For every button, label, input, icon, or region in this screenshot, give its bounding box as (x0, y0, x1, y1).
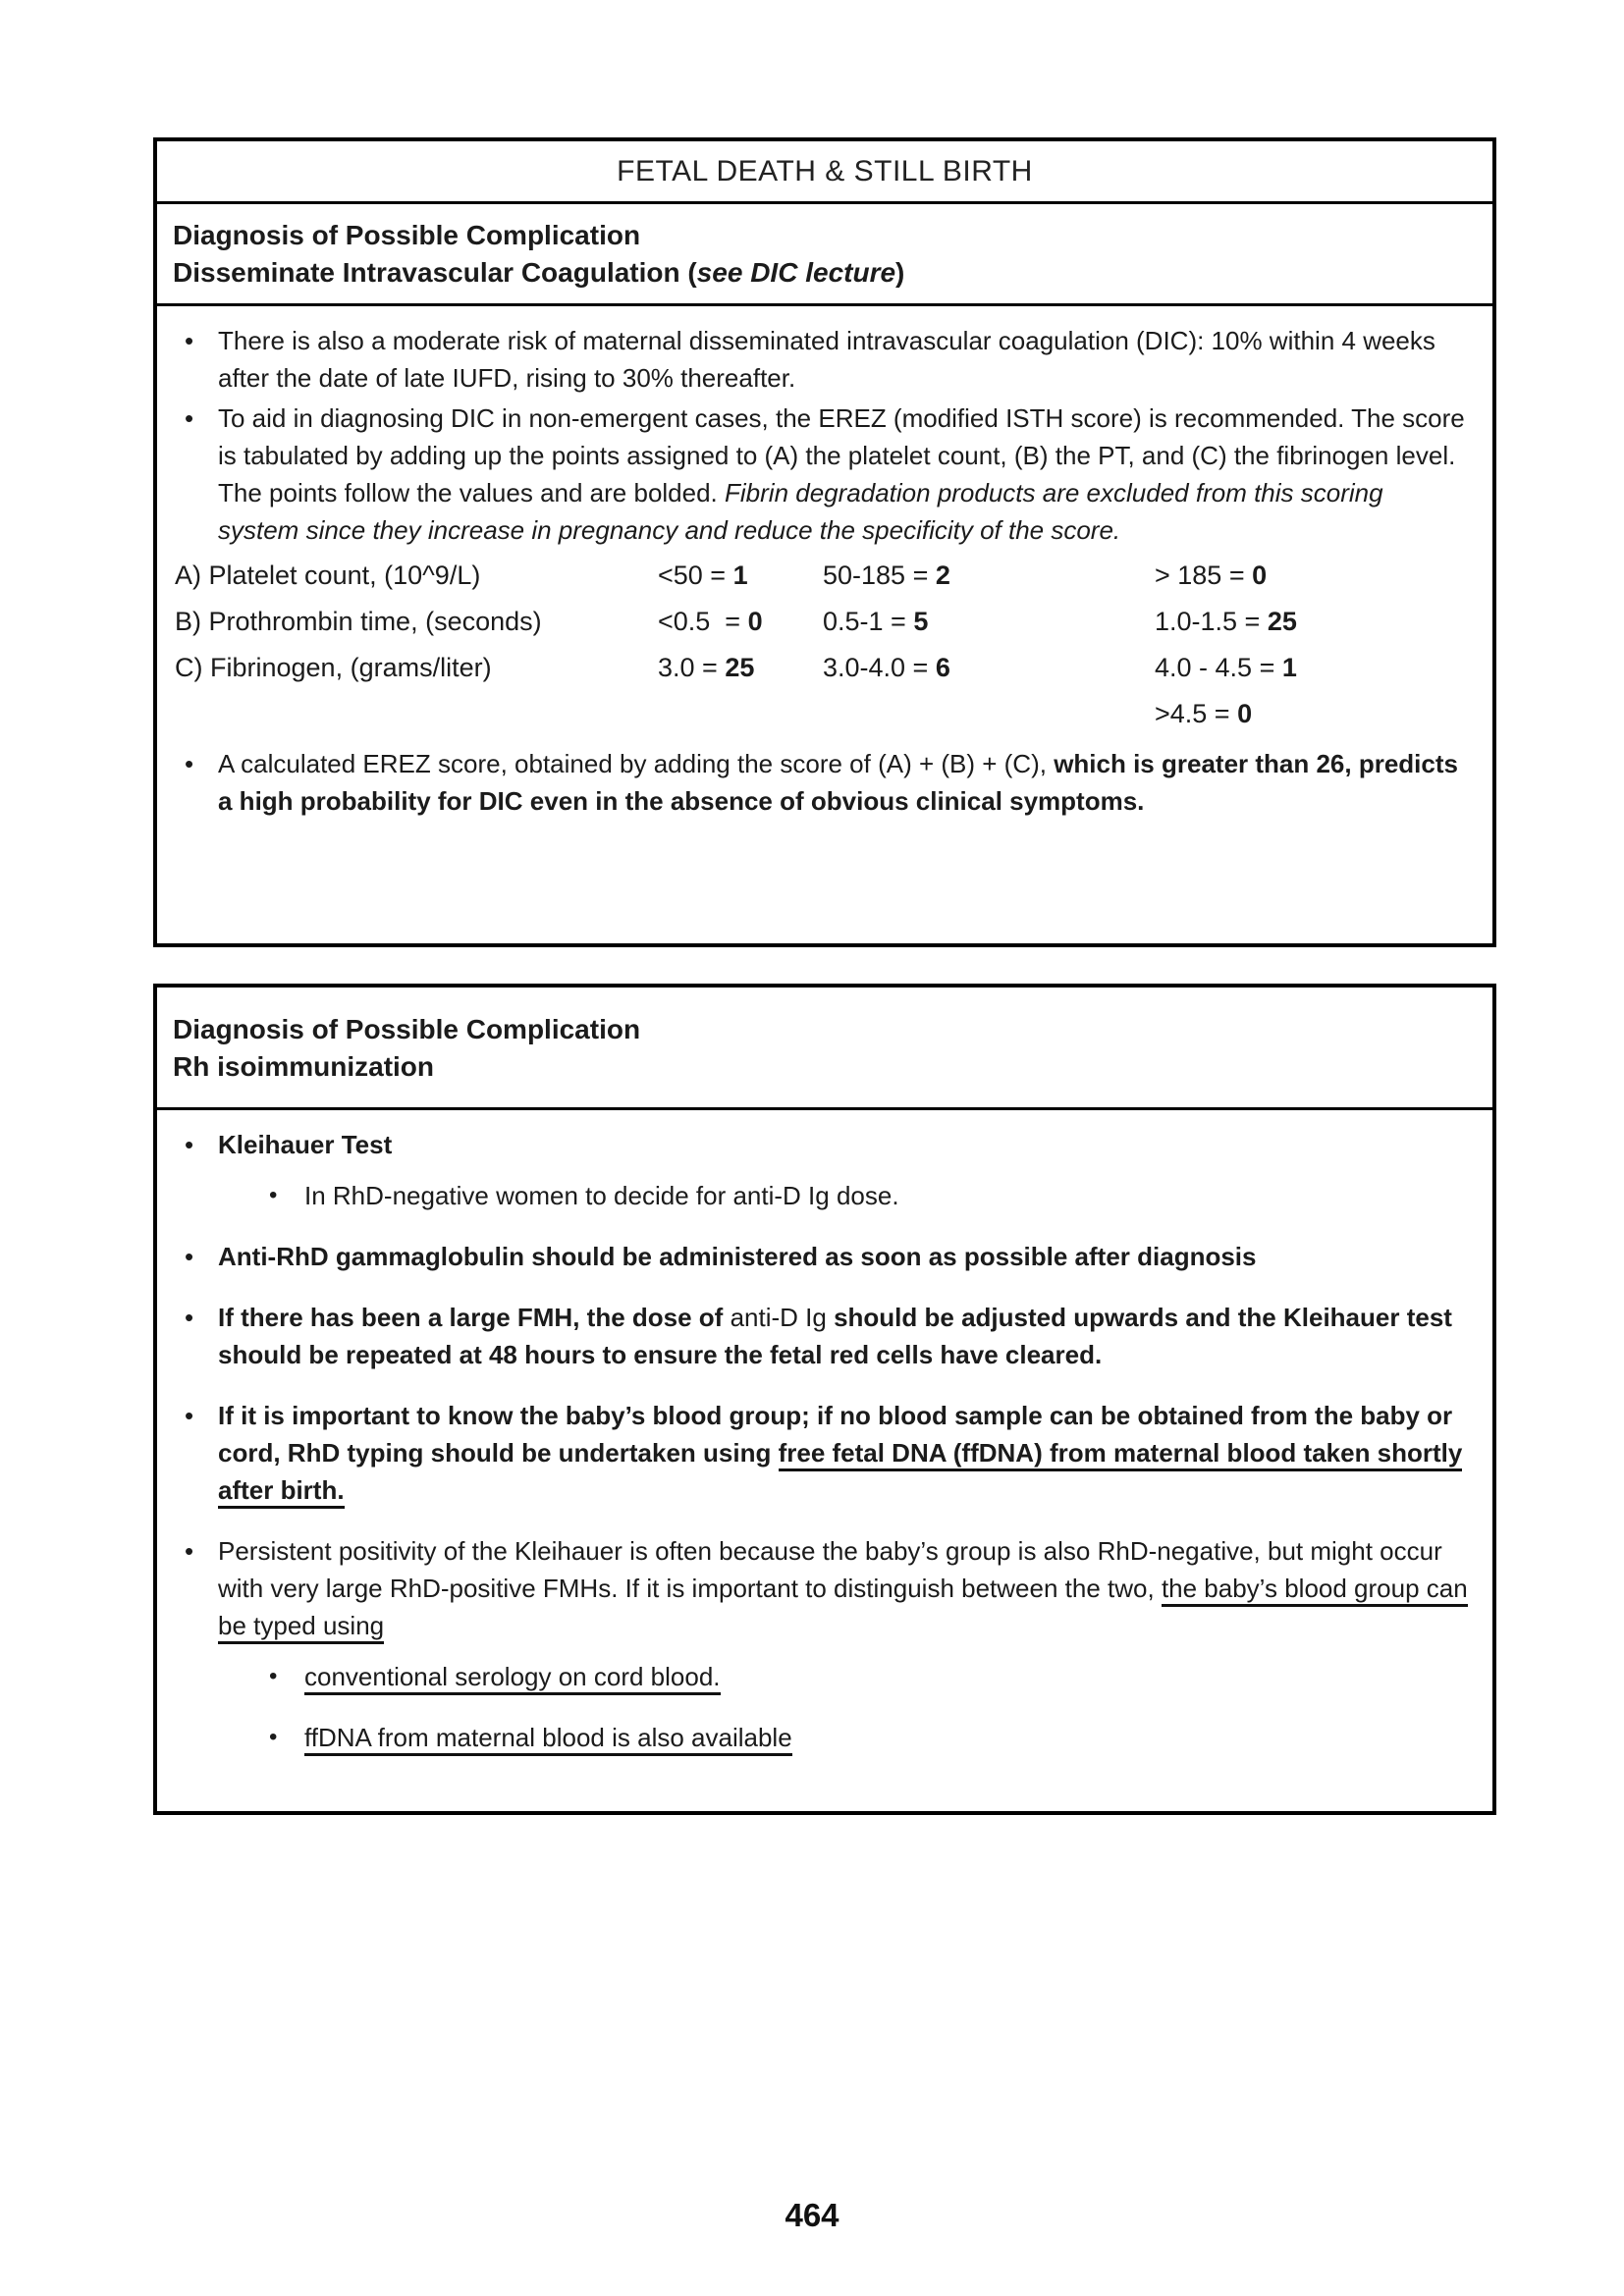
section-header-line2: Disseminate Intravascular Coagulation (see DIC lecture) (173, 257, 905, 288)
list-item: • There is also a moderate risk of maternal disseminated intravascular coagulation (DIC): 10% within 4 weeks after the date of late IUFD, rising to 30% thereafter. (171, 322, 1469, 397)
table-cell: 3.0-4.0 = 6 (823, 653, 950, 682)
table-cell: 3.0 = 25 (658, 653, 755, 682)
list-item: • If it is important to know the baby’s blood group; if no blood sample can be obtained from the baby or cord, RhD typing should be undertaken using free fetal DNA (ffDNA) from maternal blood taken shortly after birth. (171, 1397, 1469, 1509)
table-row-label: B) Prothrombin time, (seconds) (175, 607, 542, 636)
section-header-line1: Diagnosis of Possible Complication (173, 1014, 641, 1044)
section-header-rh (157, 988, 1492, 1110)
section-box-dic (153, 137, 1496, 947)
see-dic-lecture-reference: see DIC lecture (696, 257, 896, 288)
list-item-sub: • In RhD-negative women to decide for anti-D Ig dose. (171, 1177, 1469, 1214)
table-row-label: C) Fibrinogen, (grams/liter) (175, 653, 492, 682)
table-row-label (175, 691, 658, 737)
list-item: • Persistent positivity of the Kleihauer is often because the baby’s group is also RhD-negative, but might occur with very large RhD-positive FMHs. If it is important to distinguish between the two, the baby’s blood group can be typed using (171, 1532, 1469, 1644)
section-header-line1: Diagnosis of Possible Complication (173, 220, 641, 250)
page-number: 464 (785, 2197, 839, 2233)
section-box-rh (153, 984, 1496, 1815)
table-cell (658, 691, 823, 737)
list-item: • To aid in diagnosing DIC in non-emergent cases, the EREZ (modified ISTH score) is recommended. The score is tabulated by adding up the points assigned to (A) the platelet count, (B) the PT, and (C) the fibrinogen level. The points follow the values and are bolded. Fibrin degradation products are excluded from this scoring system since they increase in pregnancy and reduce the specificity of the score. (171, 400, 1469, 549)
list-item: • If there has been a large FMH, the dose of anti-D Ig should be adjusted upwards and the Kleihauer test should be repeated at 48 hours to ensure the fetal red cells have cleared. (171, 1299, 1469, 1373)
table-cell: <0.5 = 0 (658, 607, 763, 636)
list-item: • Anti-RhD gammaglobulin should be administered as soon as possible after diagnosis (171, 1238, 1469, 1275)
table-cell: 0.5-1 = 5 (823, 607, 929, 636)
section-body-dic (157, 306, 1492, 820)
section-header-line2: Rh isoimmunization (173, 1051, 434, 1082)
section-body-rh (157, 1110, 1492, 1756)
list-item-sub: • ffDNA from maternal blood is also available (171, 1719, 1469, 1756)
underlined-phrase-ffdna: free fetal DNA (ffDNA) from maternal blood taken shortly after birth. (218, 1438, 1462, 1509)
list-item-sub: • conventional serology on cord blood. (171, 1658, 1469, 1695)
underlined-phrase-blood-group-typing: the baby’s blood group can be typed using (218, 1574, 1468, 1644)
list-item: • A calculated EREZ score, obtained by adding the score of (A) + (B) + (C), which is greater than 26, predicts a high probability for DIC even in the absence of obvious clinical symptoms. (171, 745, 1469, 820)
table-cell: 4.0 - 4.5 = 1 (1155, 653, 1297, 682)
erez-score-table (175, 553, 1469, 737)
table-cell: > 185 = 0 (1155, 561, 1268, 590)
page-title: FETAL DEATH & STILL BIRTH (157, 141, 1492, 204)
list-item: • Kleihauer Test (171, 1126, 1469, 1163)
table-cell: 50-185 = 2 (823, 561, 950, 590)
table-cell: <50 = 1 (658, 561, 748, 590)
section-header-dic (157, 204, 1492, 306)
table-cell: >4.5 = 0 (1155, 699, 1253, 728)
table-row-label: A) Platelet count, (10^9/L) (175, 561, 481, 590)
table-cell: 1.0-1.5 = 25 (1155, 607, 1297, 636)
table-cell (823, 691, 1155, 737)
